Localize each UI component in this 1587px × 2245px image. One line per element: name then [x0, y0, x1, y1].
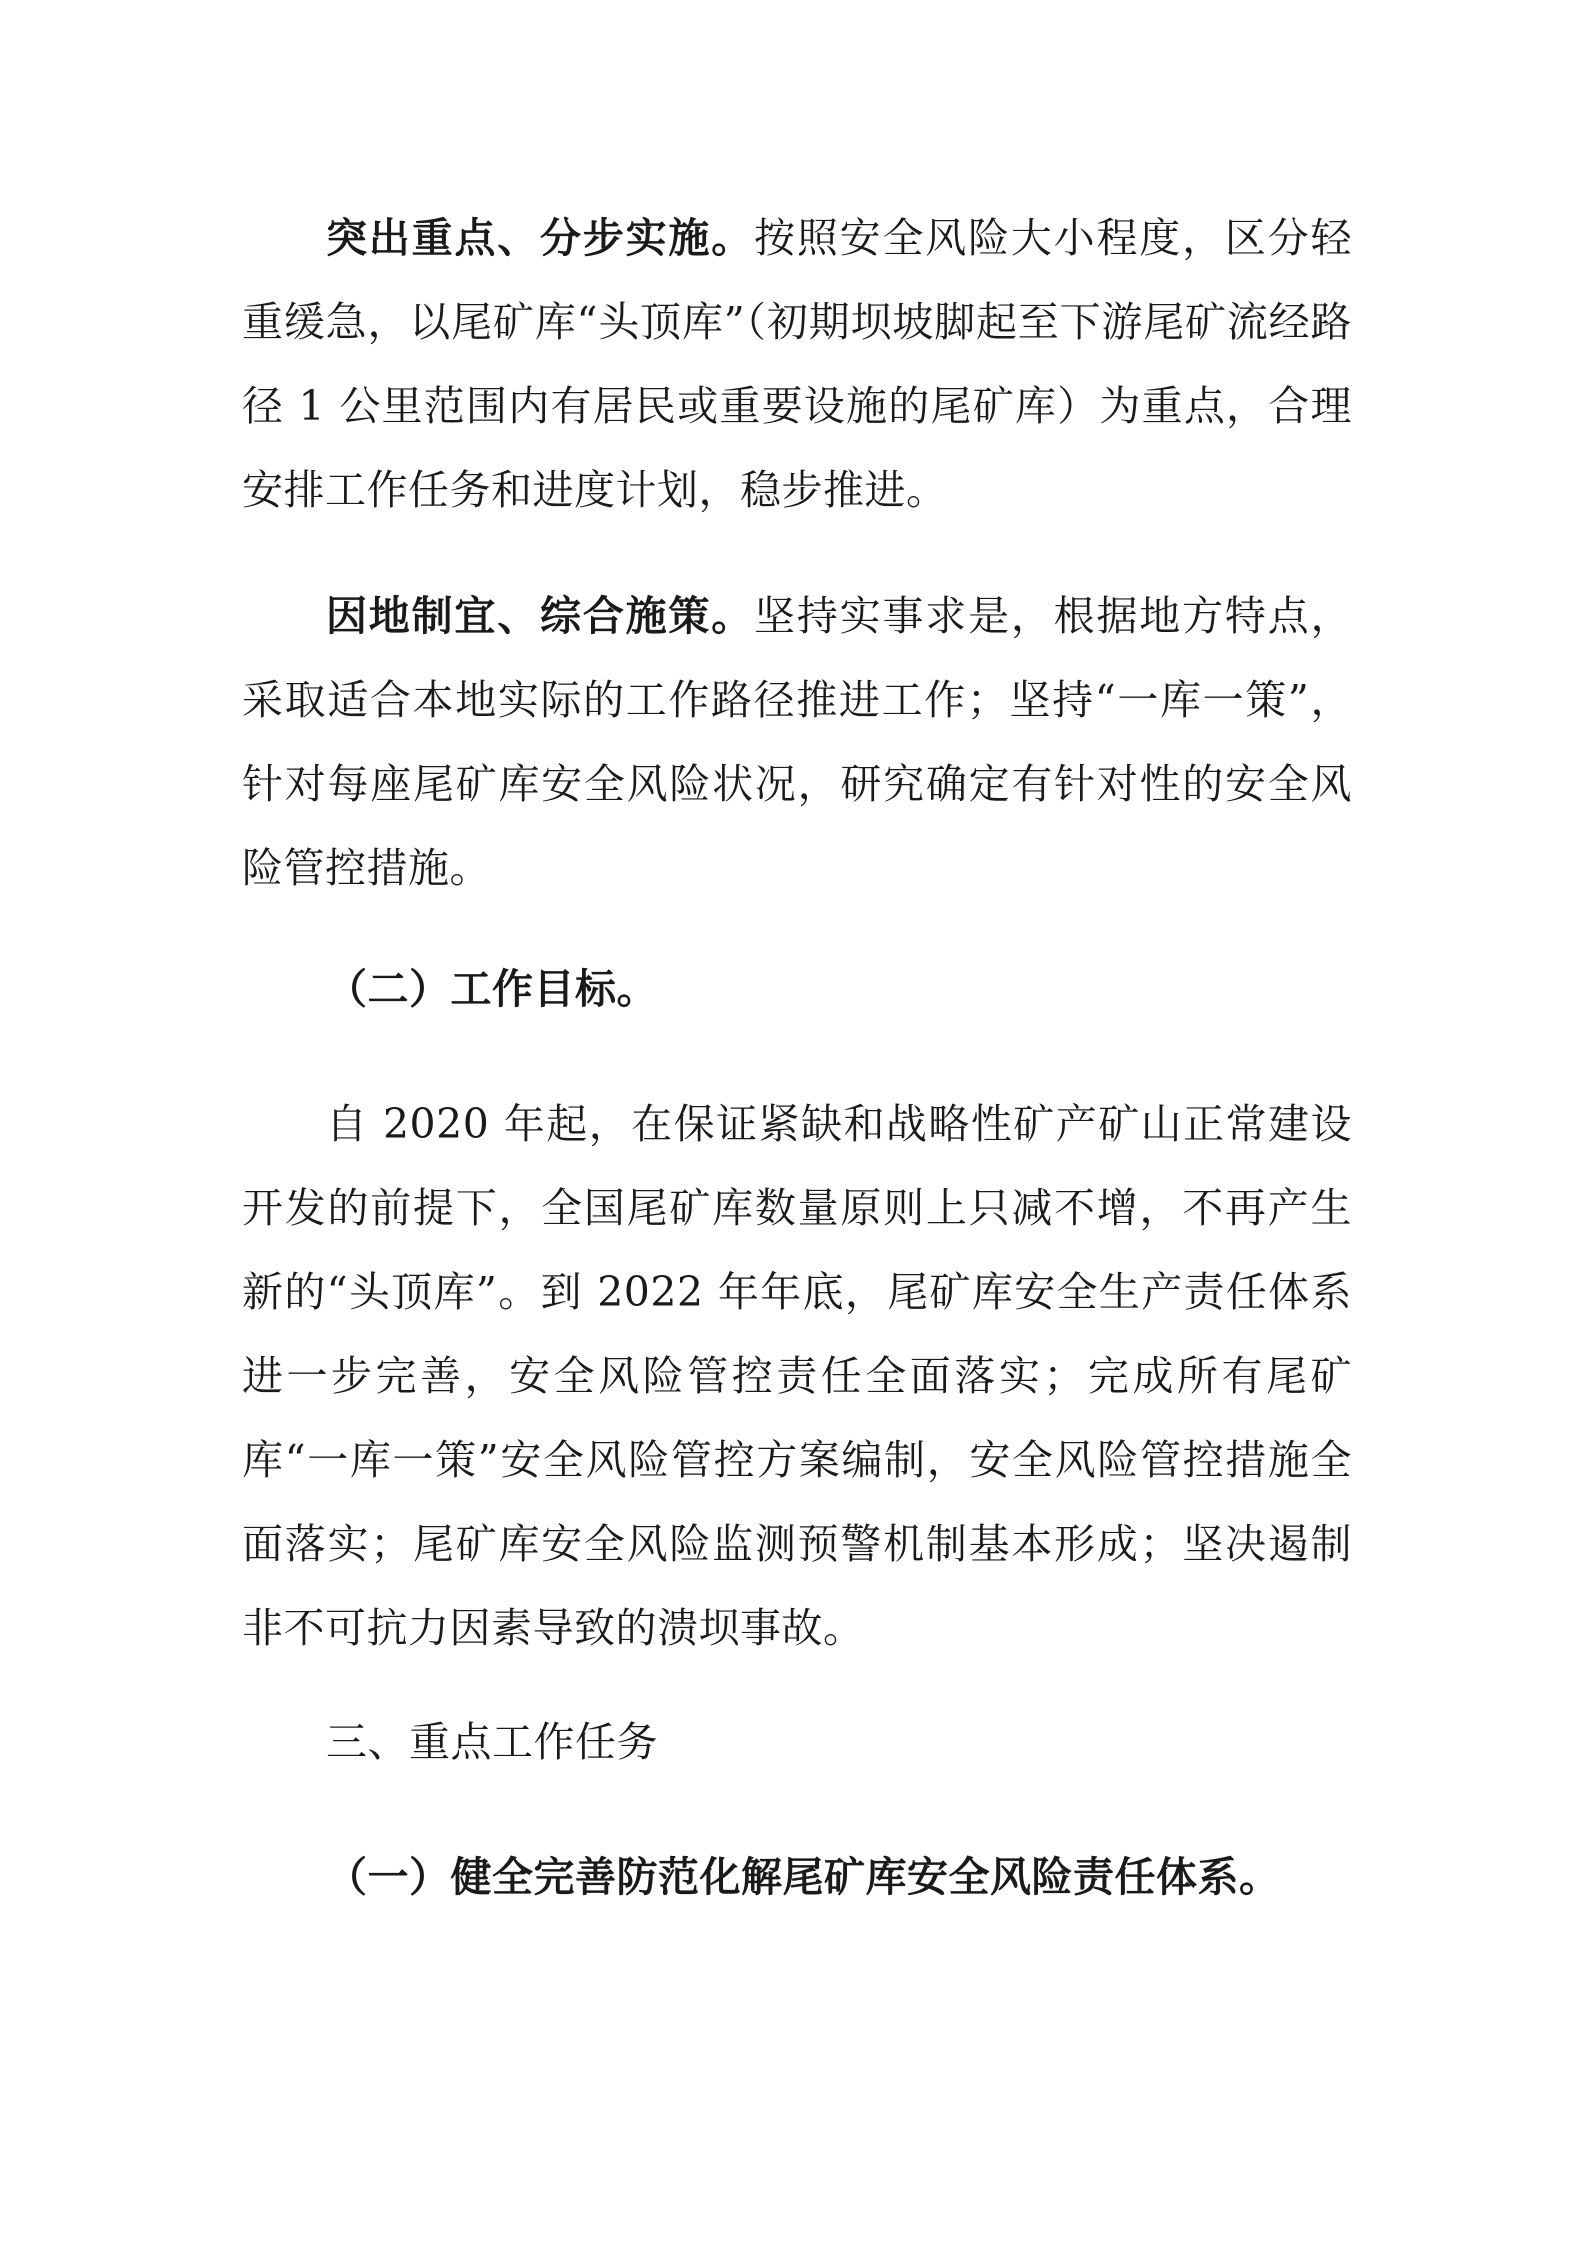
- paragraph-body: 自 2020 年起，在保证紧缺和战略性矿产矿山正常建设开发的前提下，全国尾矿库数量原则上只减不增，不再产生新的“头顶库”。到 2022 年年底，尾矿库安全生产责任体系进一步完善，安全风险管控责任全面落实；完成所有尾矿库“一库一策”安全风险管控方案编制，安全风险管控措施全面落实；尾矿库安全风险监测预警机制基本形成；坚决遏制非不可抗力因素导致的溃坝事故。: [242, 1100, 1352, 1652]
- section-heading-task-1: [242, 1835, 1352, 1919]
- section-heading-work-goal: [242, 947, 1352, 1031]
- paragraph-prioritize-steps: [242, 196, 1352, 532]
- heading-text: 三、重点工作任务: [326, 1718, 658, 1766]
- paragraph-lead: 突出重点、分步实施。: [326, 214, 755, 262]
- heading-text: （一）健全完善防范化解尾矿库安全风险责任体系。: [326, 1853, 1281, 1901]
- paragraph-lead: 因地制宜、综合施策。: [326, 592, 755, 640]
- section-heading-key-tasks: [242, 1700, 1352, 1784]
- paragraph-body: 按照安全风险大小程度，区分轻重缓急，以尾矿库“头顶库”（初期坝坡脚起至下游尾矿流经路径 1 公里范围内有居民或重要设施的尾矿库）为重点，合理安排工作任务和进度计划，稳步推进。: [242, 214, 1353, 514]
- paragraph-work-goal: [242, 1082, 1352, 1670]
- heading-text: （二）工作目标。: [326, 965, 658, 1013]
- paragraph-local-measures: [242, 574, 1352, 910]
- paragraph-body: 坚持实事求是，根据地方特点，采取适合本地实际的工作路径推进工作；坚持“一库一策”，针对每座尾矿库安全风险状况，研究确定有针对性的安全风险管控措施。: [242, 592, 1353, 892]
